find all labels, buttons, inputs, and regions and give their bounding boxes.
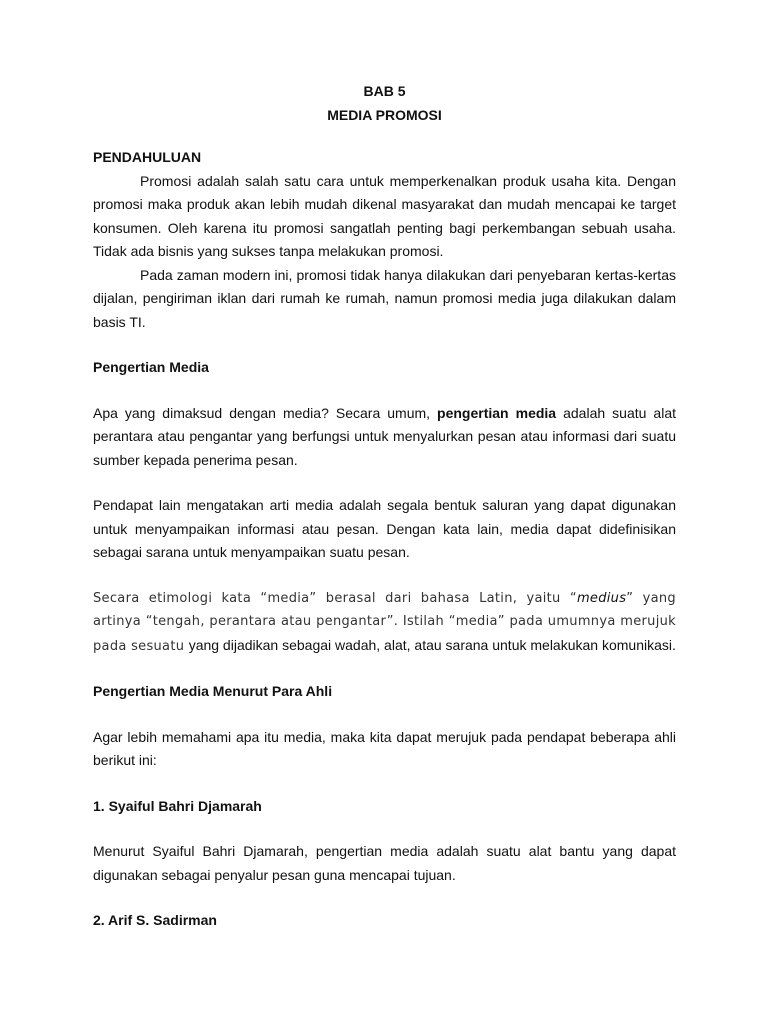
section-heading-pengertian-media: Pengertian Media [93, 359, 209, 375]
paragraph-pengertian-1-start: Apa yang dimaksud dengan media? Secara umum, [93, 404, 438, 421]
document-page [93, 80, 676, 933]
paragraph-ahli-intro: Agar lebih memahami apa itu media, maka kita dapat merujuk pada pendapat beberapa ahli berikut ini: [93, 728, 676, 768]
term-medius: medius [576, 590, 627, 606]
term-pengertian-media: pengertian media [437, 404, 557, 421]
paragraph-pengertian-1 [93, 402, 676, 473]
paragraph-expert-1: Menurut Syaiful Bahri Djamarah, pengertian media adalah suatu alat bantu yang dapat digunakan sebagai penyalur pesan guna mencapai tujuan. [93, 843, 676, 883]
section-heading-para-ahli: Pengertian Media Menurut Para Ahli [93, 683, 333, 699]
paragraph-etimologi-end: yang dijadikan sebagai wadah, alat, atau sarana untuk melakukan komunikasi. [188, 636, 676, 653]
chapter-title: MEDIA PROMOSI [327, 106, 442, 123]
paragraph-pendahuluan-1: Promosi adalah salah satu cara untuk memperkenalkan produk usaha kita. Dengan promosi maka produk akan lebih mudah dikenal masyarakat dan mudah mencapai ke target konsumen. Oleh karena itu promosi sangatlah penting bagi perkembangan sebuah usaha. Tidak ada bisnis yang sukses tanpa melakukan promosi. [93, 172, 676, 259]
paragraph-etimologi-mid: ” yang artinya “tengah, perantara atau pengantar”. Istilah “media” pada umumnya merujuk pada sesuatu [93, 590, 676, 654]
chapter-number: BAB 5 [363, 83, 406, 99]
paragraph-pengertian-2: Pendapat lain mengatakan arti media adalah segala bentuk saluran yang dapat digunakan untuk menyampaikan informasi atau pesan. Dengan kata lain, media dapat didefinisikan sebagai sarana untuk menyampaikan suatu pesan. [93, 497, 676, 560]
expert-heading-2: 2. Arif S. Sadirman [93, 912, 217, 928]
paragraph-pengertian-1-end: adalah suatu alat perantara atau pengantar yang berfungsi untuk menyalurkan pesan atau informasi dari suatu sumber kepada penerima pesan. [93, 404, 676, 468]
paragraph-etimologi-start: Secara etimologi kata “media” berasal dari bahasa Latin, yaitu “ [93, 590, 577, 606]
paragraph-pendahuluan-2: Pada zaman modern ini, promosi tidak hanya dilakukan dari penyebaran kertas-kertas dijalan, pengiriman iklan dari rumah ke rumah, namun promosi media juga dilakukan dalam basis TI. [93, 266, 676, 330]
expert-heading-1: 1. Syaiful Bahri Djamarah [93, 797, 262, 814]
paragraph-etimologi [93, 587, 676, 659]
section-heading-pendahuluan: PENDAHULUAN [93, 149, 202, 165]
chapter-title-block [93, 80, 676, 127]
